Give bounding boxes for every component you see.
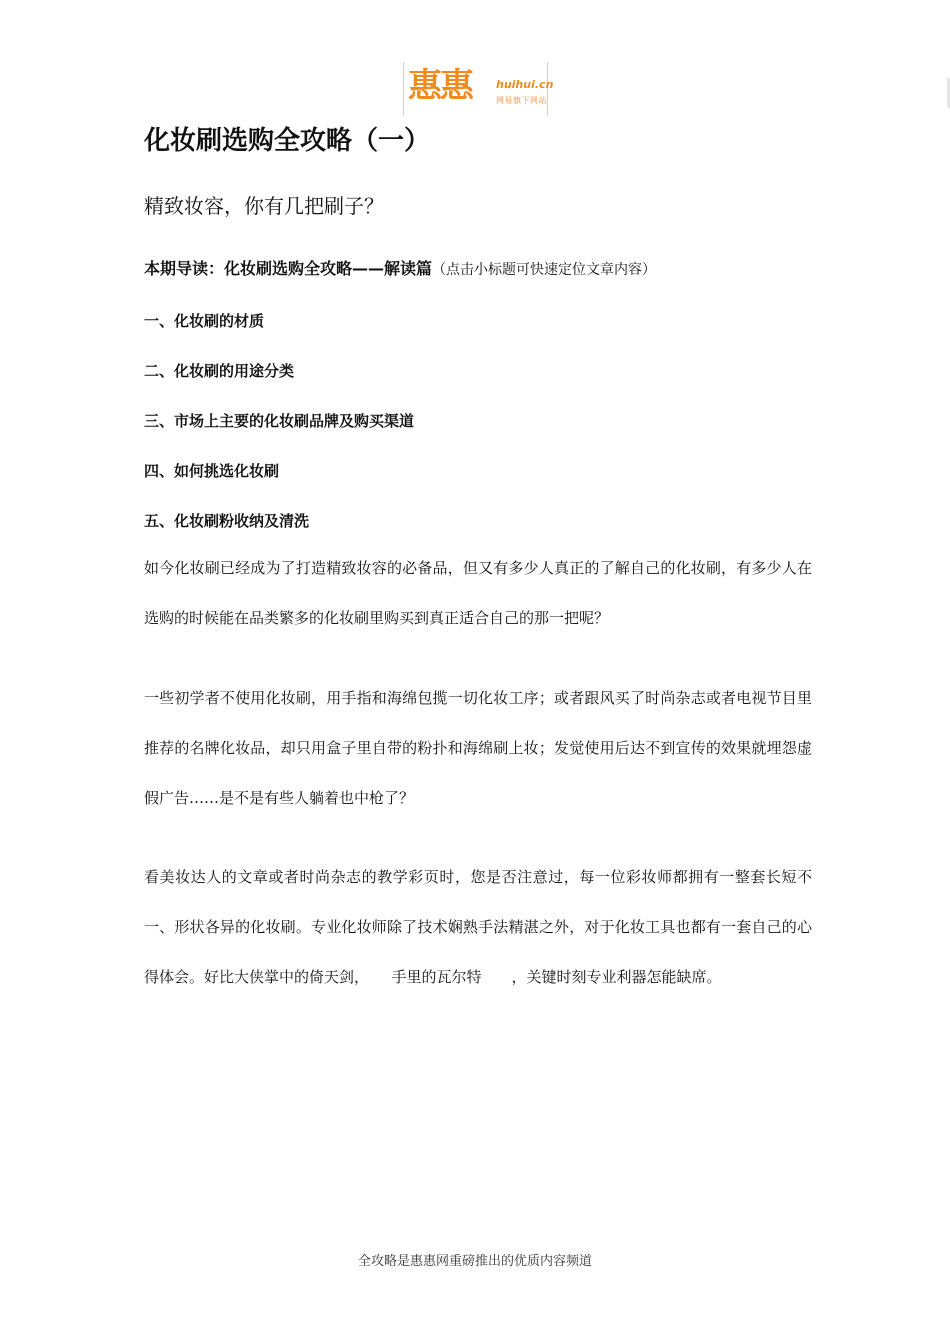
article-subtitle: 精致妆容，你有几把刷子？ [144,194,384,218]
toc-item-storage[interactable]: 五、化妆刷粉收纳及清洗 [144,512,310,530]
paragraph-2: 一些初学者不使用化妆刷，用手指和海绵包揽一切化妆工序；或者跟风买了时尚杂志或者电视节目里推荐的名牌化妆品，却只用盒子里自带的粉扑和海绵刷上妆；发觉使用后达不到宣传的效果就埋怨虚假广告……是不是有些人躺着也中枪了？ [144,689,812,807]
huihui-logo [403,62,554,116]
intro-note: （点击小标题可快速定位文章内容） [432,262,657,278]
toc-item-material[interactable]: 一、化妆刷的材质 [144,312,265,330]
paragraph-1: 如今化妆刷已经成为了打造精致妆容的必备品，但又有多少人真正的了解自己的化妆刷，有多少人在选购的时候能在品类繁多的化妆刷里购买到真正适合自己的那一把呢？ [144,559,812,627]
intro-heading: 本期导读：化妆刷选购全攻略——解读篇 [144,259,433,278]
toc-item-usage[interactable]: 二、化妆刷的用途分类 [144,362,295,380]
paragraph-3: 看美妆达人的文章或者时尚杂志的教学彩页时，您是否注意过，每一位彩妆师都拥有一整套长短不一、形状各异的化妆刷。专业化妆师除了技术娴熟手法精湛之外，对于化妆工具也都有一套自己的心得体会。好比大侠掌中的倚天剑， 手里的瓦尔特 ，关键时刻专业利器怎能缺席。 [144,868,812,986]
logo-subtitle: 网易旗下网站 [496,96,547,105]
article-title: 化妆刷选购全攻略（一） [144,126,431,156]
toc-item-choosing[interactable]: 四、如何挑选化妆刷 [144,462,280,480]
logo-domain: huihui.cn [496,78,554,91]
intro-line [144,256,656,279]
toc-item-brands[interactable]: 三、市场上主要的化妆刷品牌及购买渠道 [144,412,415,430]
logo-mark: 惠惠 [408,66,472,106]
page-footer: 全攻略是惠惠网重磅推出的优质内容频道 [357,1254,592,1269]
